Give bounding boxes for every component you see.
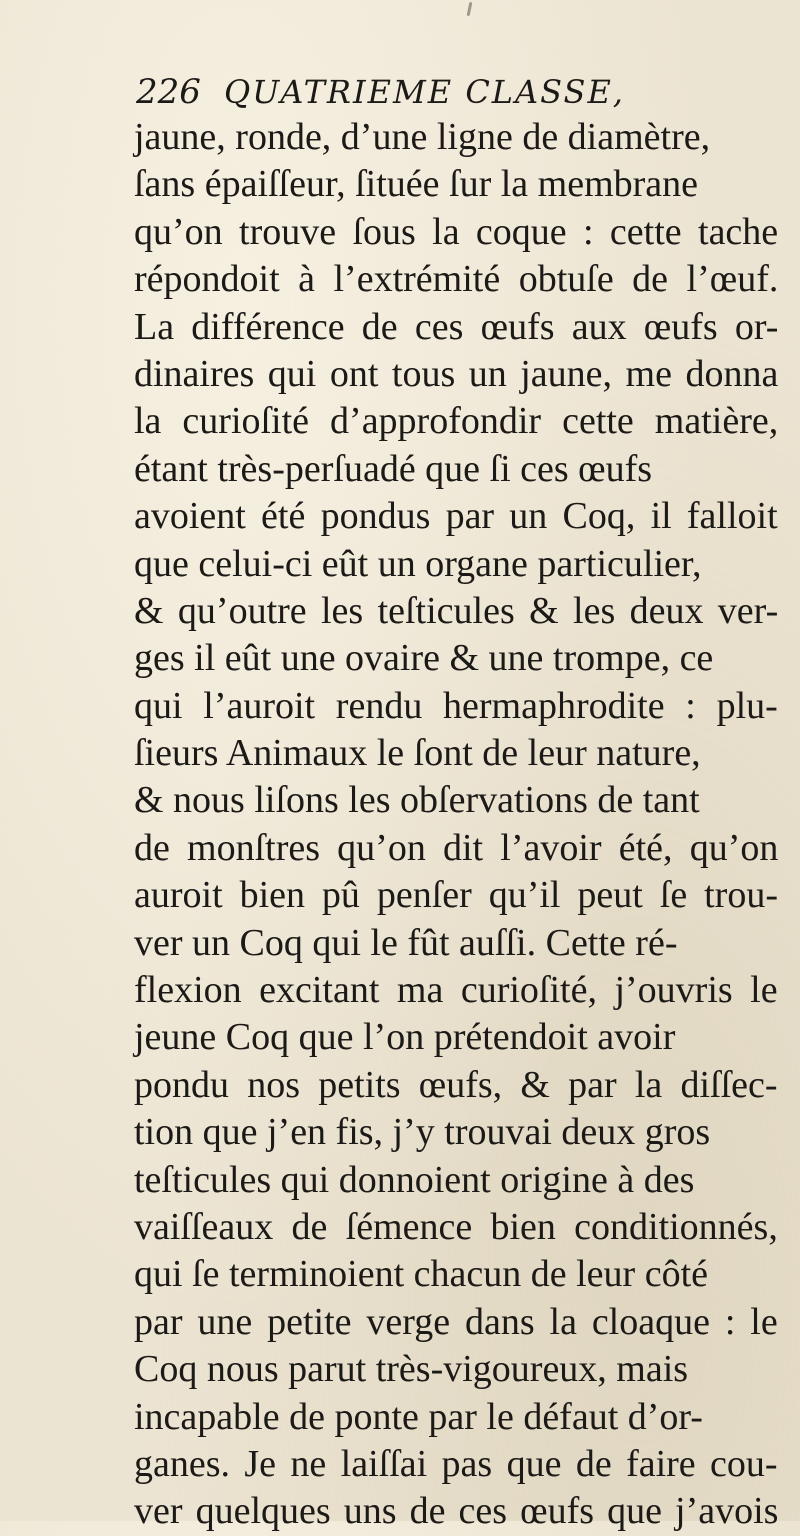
text-line: & qu’outre les teſticules & les deux ver- bbox=[134, 589, 779, 632]
text-line: qu’on trouve ſous la coque : cette tache bbox=[134, 210, 779, 253]
text-line: & nous liſons les obſervations de tant bbox=[134, 779, 700, 822]
running-head bbox=[136, 66, 776, 118]
text-line: jaune, ronde, d’une ligne de diamètre, bbox=[134, 116, 711, 158]
body-text bbox=[134, 114, 780, 1536]
text-line: ges il eût une ovaire & une trompe, ce bbox=[134, 637, 714, 680]
text-line: pondu nos petits œufs, & par la diſſec- bbox=[134, 1063, 778, 1106]
text-line: de monſtres qu’on dit l’avoir été, qu’on bbox=[134, 826, 779, 869]
text-line: ſans épaiſſeur, ſituée ſur la membrane bbox=[134, 163, 699, 206]
text-line: flexion excitant ma curioſité, j’ouvris le bbox=[134, 969, 778, 1012]
text-line: ver quelques uns de ces œufs que j’avois bbox=[134, 1490, 779, 1533]
text-line: la curioſité d’approfondir cette matière, bbox=[134, 400, 779, 443]
text-line: incapable de ponte par le défaut d’or- bbox=[134, 1395, 703, 1438]
text-line: qui l’auroit rendu hermaphrodite : plu- bbox=[134, 684, 778, 727]
page-number: 226 bbox=[136, 72, 201, 112]
text-line: La différence de ces œufs aux œufs or- bbox=[134, 305, 779, 348]
text-line: teſticules qui donnoient origine à des bbox=[134, 1158, 695, 1201]
text-line: dinaires qui ont tous un jaune, me donna bbox=[134, 352, 779, 395]
page-mark bbox=[467, 2, 473, 16]
running-head-title: QUATRIEME CLASSE, bbox=[224, 73, 625, 111]
text-line: ganes. Je ne laiſſai pas que de faire cou- bbox=[134, 1442, 778, 1485]
text-line: par une petite verge dans la cloaque : le bbox=[134, 1300, 778, 1343]
text-line: ver un Coq qui le fût auſſi. Cette ré- bbox=[134, 921, 678, 964]
text-line: ſieurs Animaux le ſont de leur nature, bbox=[134, 732, 701, 775]
text-line: auroit bien pû penſer qu’il peut ſe trou- bbox=[134, 874, 778, 917]
text-line: étant très-perſuadé que ſi ces œufs bbox=[134, 447, 653, 490]
text-line: répondoit à l’extrémité obtuſe de l’œuf. bbox=[134, 258, 779, 301]
text-line: avoient été pondus par un Coq, il falloit bbox=[134, 495, 778, 538]
text-line: vaiſſeaux de ſémence bien conditionnés, bbox=[134, 1205, 778, 1248]
text-line: tion que j’en fis, j’y trouvai deux gros bbox=[134, 1111, 711, 1154]
text-line: qui ſe terminoient chacun de leur côté bbox=[134, 1253, 708, 1296]
text-line: que celui-ci eût un organe particulier, bbox=[134, 542, 702, 585]
text-line: Coq nous parut très-vigoureux, mais bbox=[134, 1348, 689, 1391]
text-line: jeune Coq que l’on prétendoit avoir bbox=[134, 1016, 676, 1059]
